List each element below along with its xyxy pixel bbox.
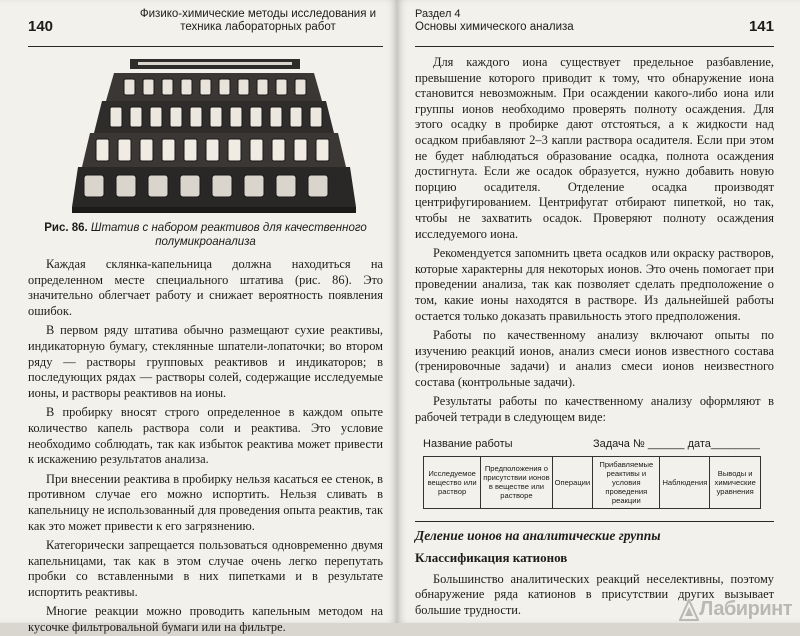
form-header [423, 438, 774, 450]
task-label: Задача № ______ дата________ [593, 437, 760, 450]
subheading-italic: Деление ионов на аналитические группы [415, 521, 774, 544]
bottles-tier-3 [96, 139, 329, 161]
right-running-head [415, 8, 774, 47]
right-paragraph: Результаты работы по качественному анализу оформляют в рабочей тетради в следующем виде: [415, 394, 774, 425]
figure-caption [28, 221, 383, 249]
page-number-right: 141 [748, 18, 774, 35]
table-header-cell: Исследуемое вещество или раствор [424, 456, 481, 508]
table-header-cell: Выводы и химические уравнения [710, 456, 761, 508]
subheading: Классификация катионов [415, 549, 568, 565]
right-paragraph: Работы по качественному анализу включают опыты по изучению реакций ионов, анализ смеси ионов известного состава (тренировочные задачи) и анализ смеси ионов неизвестного состава (контрольные задачи). [415, 328, 774, 389]
figure-reagent-rack [28, 55, 383, 217]
labyrinth-logo-icon [679, 599, 699, 621]
figure-caption-text: Штатив с набором реактивов для качественного полумикроанализа [90, 222, 367, 248]
section-label: Раздел 4 [415, 8, 461, 20]
right-paragraph: Для каждого иона существует предельное разбавление, превышение которого приводит к тому, что обнаружение иона становится невозможным. При осаждении какого-либо иона или группы ионов необходимо проверять полноту осаждения. Для этого осадку в пробирке дают отстояться, а к жидкости над осадком прибавляют 2–3 капли раствора осадителя. Если при этом не будет наблюдаться образование осадка, полнота осаждения достигнута. Если же осадок образуется, нужно добавить новую порцию осадителя. Отделение осадка производят центрифугированием. Центрифугат отбирают пипеткой, но так, чтобы не захватить осадок. Проверяют полноту осаждения исследуемого иона. [415, 55, 774, 241]
left-paragraph: В первом ряду штатива обычно размещают сухие реактивы, индикаторную бумагу, стеклянные шпатели-лопаточки; во втором ряду — растворы групповых реактивов и индикаторов; в последующих рядах — растворы солей, содержащие исследуемые ионы, и растворы реактивов на ионы. [28, 323, 383, 400]
rack-handle-slot [138, 62, 292, 65]
work-name-label: Название работы [423, 437, 513, 450]
rack-base [72, 207, 356, 213]
right-page [397, 0, 800, 623]
page-number-left: 140 [28, 18, 54, 35]
section-title: Основы химического анализа [415, 21, 574, 33]
left-paragraph: Категорически запрещается пользоваться одновременно двумя капельницами, так как в этом случае очень легко перепутать пробки со вставленными в них пипетками и в результате испортить реактивы. [28, 538, 383, 599]
table-header-cell: Операции [552, 456, 593, 508]
right-paragraph: Большинство аналитических реакций неселективны, поэтому обнаружение ряда катионов в присутствии других вызывает большие трудности. [415, 571, 774, 617]
left-running-title: Физико-химические методы исследования и техника лабораторных работ [139, 8, 377, 33]
right-paragraph: Рекомендуется запомнить цвета осадков или окраску растворов, которые характерны для некоторых ионов. Это очень помогает при проведении анализа, так как позволяет сделать предположение о том, какие ионы находятся в растворе. Из дальнейшей работы остается только доказать правильность этого предположения. [415, 246, 774, 323]
figure-label: Рис. 86. [44, 222, 88, 234]
left-paragraph: В пробирку вносят строго определенное в каждом опыте количество капель раствора соли и реактива. Это условие необходимо соблюдать, так как избыток реактива может привести к искажению результатов анализа. [28, 405, 383, 467]
table-header-cell: Наблюдения [660, 456, 710, 508]
left-running-head [28, 8, 383, 47]
form-table [423, 456, 761, 509]
lab-record-form [423, 438, 774, 509]
watermark-text: Лабиринт [699, 598, 792, 620]
table-row [424, 456, 761, 508]
watermark [679, 598, 792, 621]
left-paragraph: При внесении реактива в пробирку нельзя касаться ее стенок, в противном случае его можно испортить. Нельзя сливать в капельницу не использованный для проведения опыта реактив, так как это может привести к его загрязнению. [28, 471, 383, 533]
table-header-cell: Предположения о присутствии ионов в веществе или растворе [481, 456, 552, 508]
left-paragraph: Каждая склянка-капельница должна находиться на определенном месте специального штатива (рис. 86). Это значительно облегчает работу и снижает вероятность появления ошибок. [28, 257, 383, 318]
reagent-rack-illustration [68, 55, 358, 215]
table-header-cell: Прибавляемые реактивы и условия проведения реакции [593, 456, 660, 508]
left-page [0, 0, 397, 635]
rack-tier-1 [106, 73, 322, 101]
bottles-tier-2 [110, 107, 322, 127]
left-paragraph: Многие реакции можно проводить капельным методом на кусочке фильтровальной бумаги или на фильтре. [28, 604, 383, 635]
